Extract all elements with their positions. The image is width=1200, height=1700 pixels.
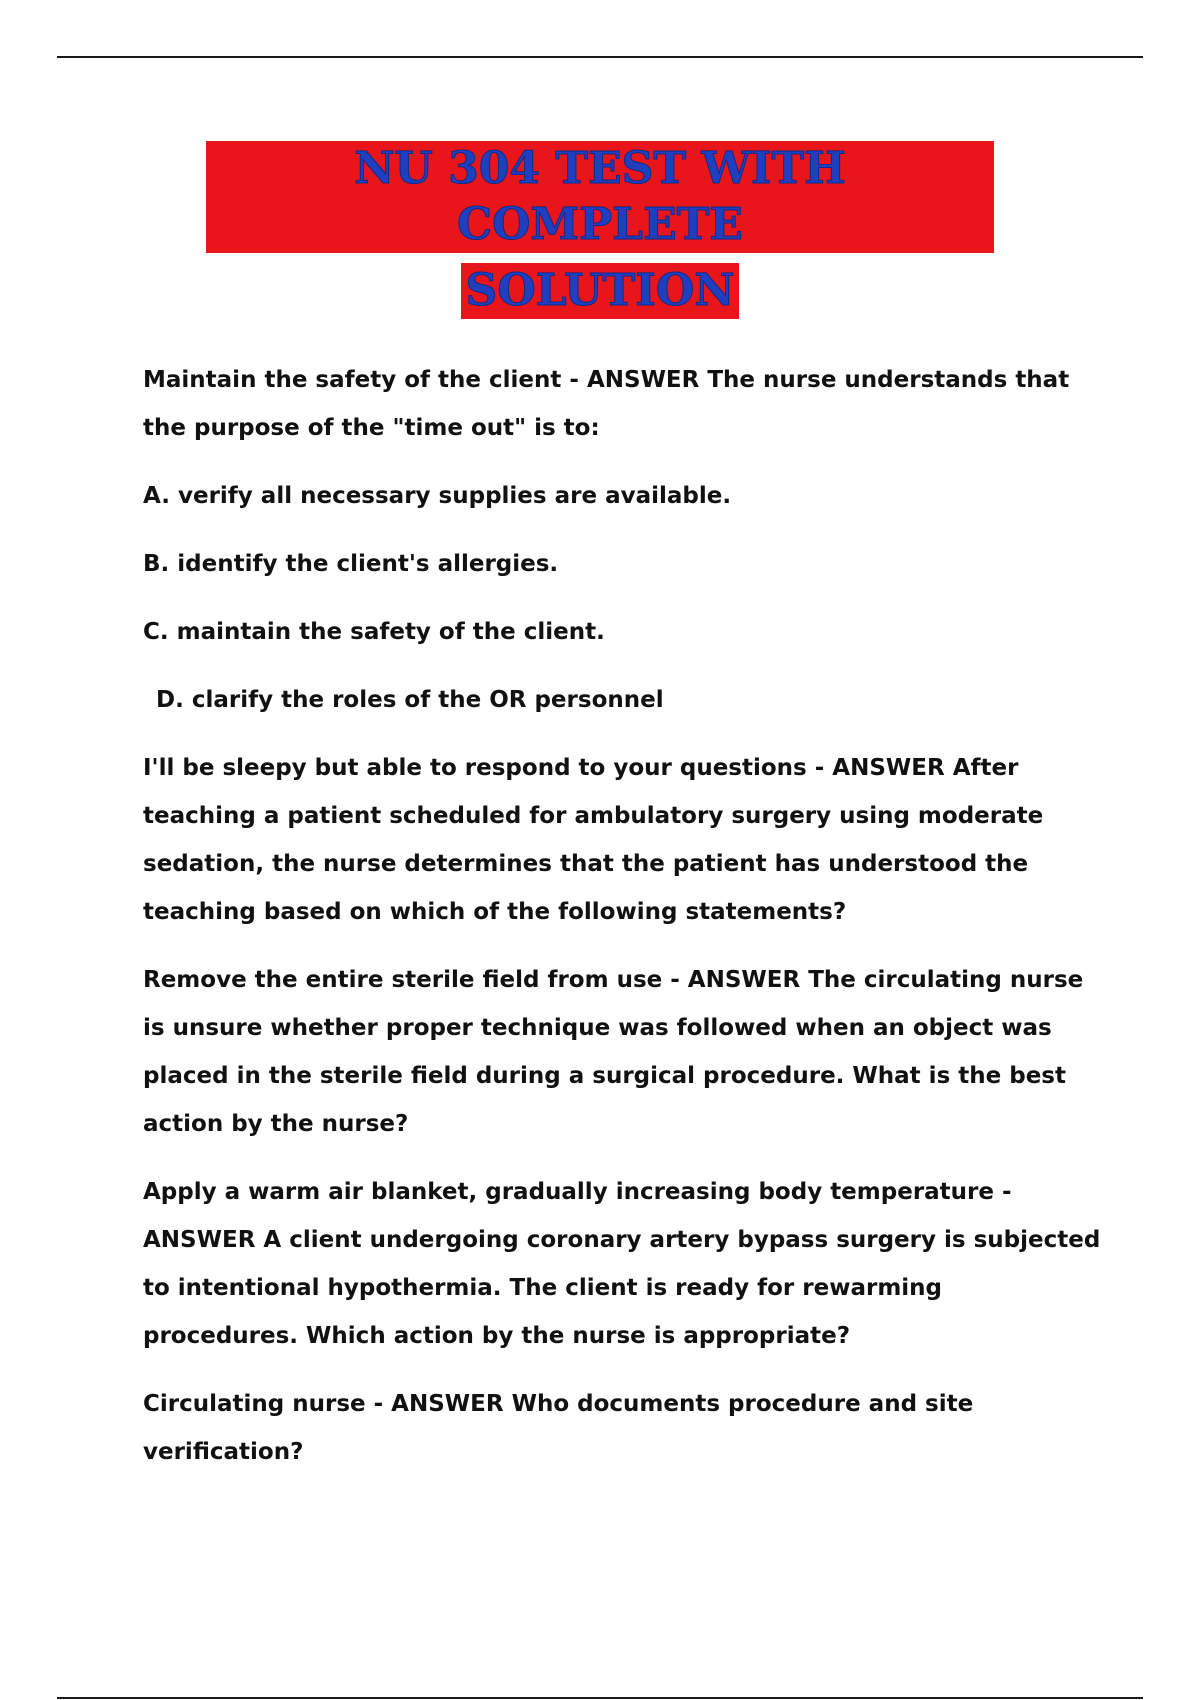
document-title <box>0 141 1200 319</box>
question-sterile-field: Remove the entire sterile field from use - ANSWER The circulating nurse is unsure whether proper technique was followed when an object was placed in the sterile field during a surgical procedure. What is the best action by the nurse? <box>143 967 1084 1137</box>
document-body <box>143 356 1103 1496</box>
option-b: B. identify the client's allergies. <box>143 551 559 577</box>
question-rewarming: Apply a warm air blanket, gradually increasing body temperature - ANSWER A client undergoing coronary artery bypass surgery is subjected to intentional hypothermia. The client is ready for rewarming procedures. Which action by the nurse is appropriate? <box>143 1179 1101 1349</box>
top-rule <box>57 56 1143 58</box>
bottom-rule <box>57 1697 1143 1699</box>
question-moderate-sedation: I'll be sleepy but able to respond to your questions - ANSWER After teaching a patient scheduled for ambulatory surgery using moderate sedation, the nurse determines that the patient has understood the teaching based on which of the following statements? <box>143 755 1044 925</box>
title-line-2: SOLUTION <box>461 263 739 319</box>
option-c: C. maintain the safety of the client. <box>143 619 605 645</box>
option-d: D. clarify the roles of the OR personnel <box>156 687 664 713</box>
question-time-out: Maintain the safety of the client - ANSWER The nurse understands that the purpose of the "time out" is to: <box>143 367 1070 441</box>
option-a: A. verify all necessary supplies are available. <box>143 483 732 509</box>
title-line-1: NU 304 TEST WITH COMPLETE <box>206 141 994 253</box>
question-site-verification: Circulating nurse - ANSWER Who documents procedure and site verification? <box>143 1391 974 1465</box>
